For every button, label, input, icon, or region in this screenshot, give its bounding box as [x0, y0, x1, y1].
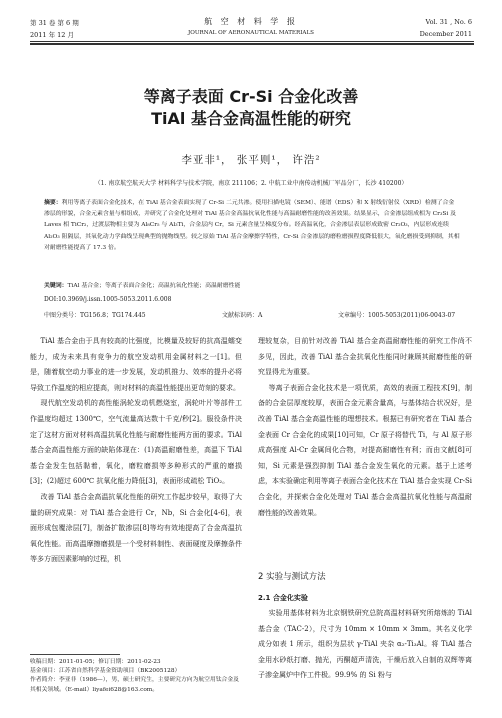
volume-en: Vol. 31 , No. 6	[425, 18, 472, 26]
article-number: 文章编号：1005-5053(2011)06-0043-07	[338, 312, 456, 319]
paragraph: 现代航空发动机的高性能涡轮发动机燃烧室，涡轮叶片等部件工作温度均超过 1300℃，空气流量高达数十千克/秒[2]。服役条件决定了这材方面对材料高温抗氧化性能与耐磨性能两方面的要求。TiAl 基合金高温性能方面的缺陷体现在：(1)高温耐磨性差，高温下 TiAl 基合金发生包括黏着，氧化，磨粒磨损等多种形式的严重的磨损[3]；(2)超过 600℃ 抗氧化能力降低[3]，表面形成疏松 TiO₂。	[30, 399, 242, 486]
abstract-label: 摘要：	[44, 200, 62, 206]
subsection-heading: 2.1 合金化实验	[258, 594, 308, 602]
fund-info: 基金项目：江苏省自然科学基金资助项目（BK2005128）	[30, 668, 181, 675]
received-date: 收稿日期：2011-01-05；修订日期：2011-02-23	[30, 659, 161, 665]
affiliation: （1. 南京航空航天大学 材料科学与技术学院，南京 211106；2. 中航工业中南传动机械厂军品分厂，长沙 410200）	[94, 180, 408, 187]
document-code: 文献标识码：A	[222, 312, 263, 319]
keywords-label: 关键词：	[44, 283, 68, 289]
section-body	[258, 606, 472, 684]
abstract	[44, 198, 460, 254]
paragraph: 理较复杂，目前针对改善 TiAl 基合金高温耐磨性能的研究工作尚不多见，因此，改善 TiAl 基合金抗氧化性能同时兼顾其耐磨性能的研究显得尤为重要。	[258, 337, 472, 377]
paragraph: TiAl 基合金由于具有较高的比强度，比模量及较好的抗高温蠕变能力，成为未来具有竞争力的航空发动机用金属材料之一[1]。但是，随着航空动力事业的进一步发展，发动机推力、效率的提升必将导致工作温度的相应提高，则对材料的高温性能提出更苛刻的要求。	[30, 337, 242, 392]
body-right-column	[258, 334, 472, 521]
authors: 李亚非¹， 张平则¹， 许浩²	[181, 154, 321, 166]
doi: DOI:10.3969/j.issn.1005-5053.2011.6.008	[44, 296, 172, 303]
section-heading: 2 实验与测试方法	[258, 572, 326, 582]
paragraph: 等离子表面合金化技术是一项优质，高效的表面工程技术[9]，制备的合金层厚度较厚，表面合金元素含量高，与基体结合状况好，是改善 TiAl 基合金高温性能的理想技术。根据已有研究者在 TiAl 基合金表面 Cr 合金化的成果[10]可知，Cr 原子将替代 Ti，与 Al 原子形成高强度 Al-Cr 金属间化合物，对提高耐磨性有利；而由文献[8]可知，Si 元素是强烈抑制 TiAl 基合金发生氧化的元素。基于上述考虑，本实验确定利用等离子表面合金化技术在 TiAl 基合金实现 Cr-Si 合金化，并探索合金化处理对 TiAl 基合金高温抗氧化性能与高温耐磨性能的改善效果。	[258, 383, 472, 517]
header-rule-thick	[30, 43, 474, 45]
header-rule-thin	[30, 41, 474, 42]
title-line-2: TiAl 基合金高温性能的研究	[151, 109, 351, 128]
paragraph: 实验用基体材料为北京钢铁研究总院高温材料研究所熔炼的 TiAl 基合金（TAC-2），尺寸为 10mm × 10mm × 3mm。其名义化学成分如表 1 所示，组织为层状 γ-TiAl 夹杂 α₂-Ti₃Al。将 TiAl 基合金用水砂纸打磨、抛光，丙酮超声清洗，干燥后放入自制的双辉等离子渗金属炉中作工件极。99.9% 的 Si 粉与	[258, 609, 472, 680]
clc-number: 中图分类号：TG156.8；TG174.445	[44, 312, 146, 319]
title-line-1: 等离子表面 Cr-Si 合金化改善	[143, 87, 359, 106]
footnotes	[30, 658, 240, 695]
issue-date: 2011 年 12 月	[30, 31, 75, 39]
keywords-text: TiAl 基合金；等离子表面合金化；高温抗氧化性能；高温耐磨性能	[67, 283, 241, 289]
journal-name-en: JOURNAL OF AERONAUTICAL MATERIALS	[187, 30, 315, 36]
keywords	[44, 281, 460, 292]
footnote-rule	[30, 654, 120, 655]
paragraph: 改善 TiAl 基合金高温抗氧化性能的研究工作起步较早，取得了大量的研究成果：对 TiAl 基合金进行 Cr，Nb，Si 合金化[4-6]，表面形成包覆涂层[7]，制备扩散渗层[8]等均有效地提高了合金高温抗氧化性能。而高温摩擦磨损是一个受材料制性、表面硬度及摩擦条件等多方面因素影响的过程，机	[30, 492, 242, 564]
journal-name-cn: 航 空 材 料 学 报	[204, 17, 298, 26]
date-en: December 2011	[419, 30, 472, 38]
author-bio: 作者简介：李亚非（1986—），男，硕士研究生，主要研究方向为航空用钛合金及其相关领域。（E-mail）liyafei628@163.com。	[30, 677, 239, 693]
volume-issue: 第 31 卷 第 6 期	[30, 19, 79, 27]
body-left-column	[30, 334, 242, 568]
abstract-text: 利用等离子表面合金化技术，在 TiAl 基合金表面实现了 Cr-Si 二元共渗。使用扫描电镜（SEM）、能谱（EDS）和 X 射线衍射仪（XRD）检测了合金渗层的形貌，合金元素含量与相组成，并研究了合金化处理对 TiAl 基合金高温抗氧化性能与高温耐磨性能的改善效果。结果显示，合金渗层组成相为 Cr₃Si 及 Laves 相 TiCr₂，过渡层物相主要为 Al₈Cr₅ 与 Al₃Ti，合金层内 Cr，Si 元素含量呈梯度分布。经高温氧化，合金渗层表层形成致密 Cr₂O₃，内层形成连续 Al₂O₃ 阻隔层，其氧化动力学曲线呈现典型的抛物线型。较之原始 TiAl 基合金摩擦学特性，Cr-Si 合金渗层的磨粒磨损程度降低很大，氧化磨损受到抑制，其相对耐磨性能提高了 17.3 倍。	[44, 200, 460, 251]
